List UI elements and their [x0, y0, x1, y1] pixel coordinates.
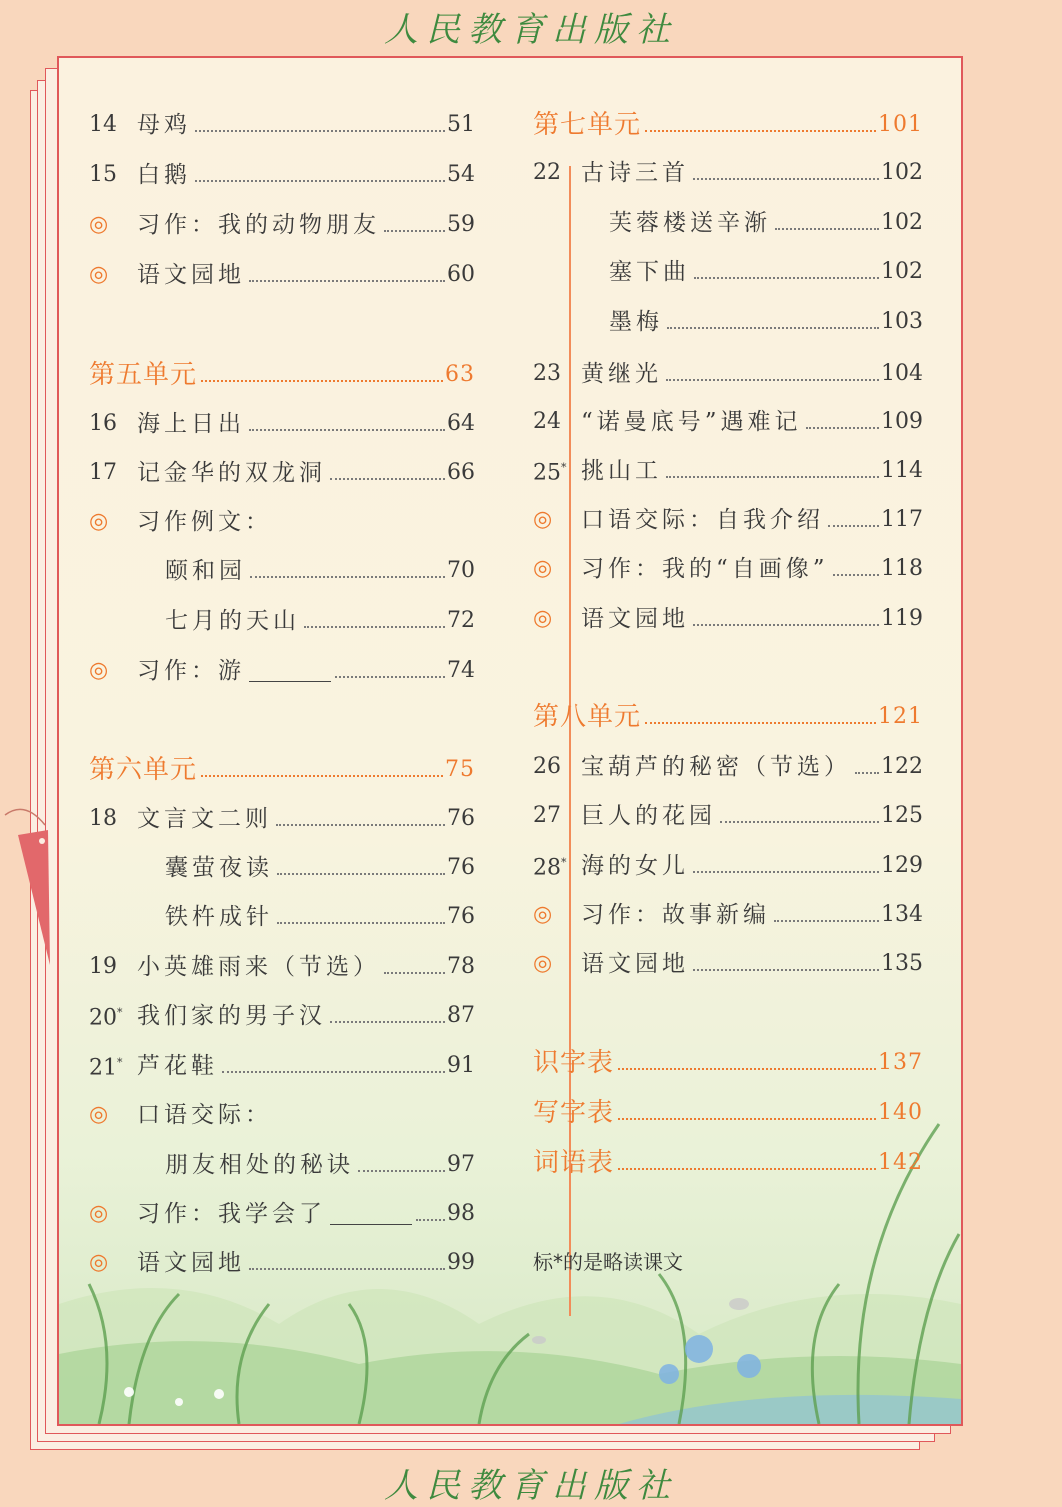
entry-title: 宝葫芦的秘密（节选）	[581, 754, 851, 780]
toc-entry[interactable]	[533, 602, 923, 636]
toc-entry[interactable]	[533, 750, 923, 784]
page-number: 60	[447, 262, 475, 287]
lesson-number: 17	[89, 460, 117, 485]
toc-entry[interactable]	[89, 456, 475, 490]
bullet-icon: ◎	[89, 1250, 109, 1275]
dot-leader	[330, 478, 445, 480]
dot-leader	[667, 327, 879, 329]
dot-leader	[195, 180, 445, 182]
page-number: 64	[447, 411, 475, 436]
entry-title: 习作例文：	[137, 509, 272, 535]
entry-title: 挑山工	[581, 458, 662, 484]
page-number: 75	[445, 757, 475, 782]
lesson-number: 15	[89, 162, 117, 187]
page-number: 102	[881, 160, 923, 185]
entry-title: 墨梅	[609, 309, 663, 335]
toc-entry[interactable]	[533, 108, 923, 142]
dot-leader	[775, 228, 879, 230]
page-number: 63	[445, 362, 475, 387]
page-number: 76	[447, 904, 475, 929]
toc-entry[interactable]	[533, 503, 923, 537]
abridged-star: *	[117, 1006, 123, 1020]
toc-entry[interactable]	[89, 654, 475, 688]
toc-entry[interactable]	[533, 898, 923, 932]
unit-title: 第七单元	[533, 110, 642, 140]
dot-leader	[249, 1268, 445, 1270]
toc-entry[interactable]	[533, 357, 923, 391]
dot-leader	[249, 280, 445, 282]
dot-leader	[195, 130, 445, 132]
toc-entry[interactable]	[89, 208, 475, 242]
page-number: 109	[881, 409, 923, 434]
lesson-number: 27	[533, 803, 561, 828]
page-number: 72	[447, 608, 475, 633]
toc-entry[interactable]	[533, 405, 923, 439]
toc-entry[interactable]	[89, 505, 475, 539]
page-number: 117	[881, 507, 923, 532]
entry-title: 记金华的双龙洞	[137, 460, 326, 486]
toc-entry[interactable]	[533, 1096, 923, 1130]
toc-entry[interactable]	[89, 999, 475, 1033]
page-number: 54	[447, 162, 475, 187]
toc-entry[interactable]	[89, 158, 475, 192]
page-number: 142	[878, 1150, 923, 1175]
abridged-reading-note: 标*的是略读课文	[533, 1250, 683, 1274]
abridged-star: *	[117, 1056, 123, 1070]
page-number: 98	[447, 1201, 475, 1226]
entry-title: 语文园地	[137, 262, 245, 288]
entry-title: 口语交际：	[137, 1102, 272, 1128]
toc-entry[interactable]	[165, 1148, 475, 1182]
bullet-icon: ◎	[533, 951, 553, 976]
unit-title: 第六单元	[89, 755, 198, 785]
entry-title: 小英雄雨来（节选）	[137, 954, 380, 980]
entry-title: “诺曼底号”遇难记	[581, 409, 802, 435]
publisher-logo-bottom: 人民教育出版社	[384, 1466, 678, 1506]
toc-entry[interactable]	[609, 255, 923, 289]
page-number: 103	[881, 309, 923, 334]
dot-leader	[618, 1168, 876, 1170]
entry-title: 习作：我的动物朋友	[137, 212, 380, 238]
entry-title: 颐和园	[165, 558, 246, 584]
bullet-icon: ◎	[533, 507, 553, 532]
entry-title: 七月的天山	[165, 608, 300, 634]
bullet-icon: ◎	[89, 1102, 109, 1127]
page-number: 70	[447, 558, 475, 583]
page-number: 97	[447, 1152, 475, 1177]
entry-title: 语文园地	[581, 606, 689, 632]
page-number: 102	[881, 259, 923, 284]
dot-leader	[222, 1071, 445, 1073]
toc-entry[interactable]	[165, 900, 475, 934]
toc-entry[interactable]	[89, 1197, 475, 1231]
page-number: 78	[447, 954, 475, 979]
toc-entry[interactable]	[89, 753, 475, 787]
toc-entry[interactable]	[533, 454, 923, 488]
page-number: 135	[881, 951, 923, 976]
toc-entry[interactable]	[165, 851, 475, 885]
toc-entry[interactable]	[89, 108, 475, 142]
dot-leader	[384, 230, 445, 232]
page-number: 76	[447, 855, 475, 880]
dot-leader	[828, 525, 879, 527]
lesson-number: 18	[89, 806, 117, 831]
dot-leader	[666, 379, 879, 381]
entry-title: 我们家的男子汉	[137, 1003, 326, 1029]
bullet-icon: ◎	[89, 212, 109, 237]
toc-entry[interactable]	[609, 206, 923, 240]
page-number: 104	[881, 361, 923, 386]
toc-entry[interactable]	[533, 799, 923, 833]
toc-entry[interactable]	[165, 554, 475, 588]
dot-leader	[720, 821, 879, 823]
bullet-icon: ◎	[89, 509, 109, 534]
entry-title: 芙蓉楼送辛渐	[609, 210, 771, 236]
bullet-icon: ◎	[533, 902, 553, 927]
page-number: 102	[881, 210, 923, 235]
unit-title: 识字表	[533, 1048, 615, 1078]
toc-entry[interactable]	[533, 947, 923, 981]
page-number: 91	[447, 1053, 475, 1078]
toc-entry[interactable]	[609, 305, 923, 339]
page-number: 137	[878, 1050, 923, 1075]
page-number: 114	[881, 458, 923, 483]
lesson-number: 14	[89, 112, 117, 137]
toc-entry[interactable]	[533, 156, 923, 190]
entry-title: 巨人的花园	[581, 803, 716, 829]
lesson-number: 22	[533, 160, 561, 185]
dot-leader	[855, 772, 879, 774]
lesson-number: 24	[533, 409, 561, 434]
page-number: 129	[881, 853, 923, 878]
page-number: 74	[447, 658, 475, 683]
entry-title: 海的女儿	[581, 853, 689, 879]
toc-entry[interactable]	[89, 950, 475, 984]
toc-entry[interactable]	[533, 700, 923, 734]
abridged-star: *	[561, 856, 567, 870]
dot-leader	[201, 775, 443, 777]
dot-leader	[833, 574, 879, 576]
dot-leader	[358, 1170, 445, 1172]
toc-entry[interactable]	[89, 1049, 475, 1083]
lesson-number: 23	[533, 361, 561, 386]
page-number: 125	[881, 803, 923, 828]
dot-leader	[250, 576, 445, 578]
entry-title: 海上日出	[137, 411, 245, 437]
entry-title: 古诗三首	[581, 160, 689, 186]
bullet-icon: ◎	[89, 658, 109, 683]
entry-title: 朋友相处的秘诀	[165, 1152, 354, 1178]
fill-in-blank	[249, 681, 331, 682]
dot-leader	[693, 178, 879, 180]
unit-title: 第八单元	[533, 702, 642, 732]
entry-title: 文言文二则	[137, 806, 272, 832]
bullet-icon: ◎	[533, 606, 553, 631]
dot-leader	[645, 722, 876, 724]
dot-leader	[666, 476, 879, 478]
dot-leader	[384, 972, 445, 974]
toc-entry[interactable]	[533, 1146, 923, 1180]
dot-leader	[693, 624, 879, 626]
dot-leader	[201, 380, 443, 382]
bookmark-tag-icon	[0, 795, 70, 975]
bullet-icon: ◎	[89, 262, 109, 287]
lesson-number: 19	[89, 954, 117, 979]
dot-leader	[774, 920, 879, 922]
page-number: 66	[447, 460, 475, 485]
entry-title: 口语交际：自我介绍	[581, 507, 824, 533]
dot-leader	[694, 277, 879, 279]
lesson-number: 25*	[533, 460, 567, 486]
lesson-number: 16	[89, 411, 117, 436]
dot-leader	[335, 676, 445, 678]
dot-leader	[304, 626, 445, 628]
page-number: 134	[881, 902, 923, 927]
page-number: 76	[447, 806, 475, 831]
dot-leader	[645, 130, 876, 132]
entry-title: 塞下曲	[609, 259, 690, 285]
toc-entry[interactable]	[89, 358, 475, 392]
dot-leader	[806, 427, 879, 429]
page-number: 51	[447, 112, 475, 137]
dot-leader	[330, 1021, 445, 1023]
dot-leader	[693, 969, 879, 971]
entry-title: 习作：我学会了	[137, 1201, 326, 1227]
toc-entry[interactable]	[533, 1046, 923, 1080]
page-number: 87	[447, 1003, 475, 1028]
toc-page	[57, 56, 963, 1426]
dot-leader	[618, 1068, 876, 1070]
dot-leader	[249, 429, 445, 431]
page-number: 122	[881, 754, 923, 779]
unit-title: 写字表	[533, 1098, 615, 1128]
toc-entry[interactable]	[89, 1098, 475, 1132]
dot-leader	[276, 824, 445, 826]
dot-leader	[693, 871, 879, 873]
entry-title: 习作：我的“自画像”	[581, 556, 829, 582]
page-number: 121	[878, 704, 923, 729]
toc-entry[interactable]	[165, 604, 475, 638]
column-divider	[569, 166, 571, 1316]
entry-title: 白鹅	[137, 162, 191, 188]
bullet-icon: ◎	[533, 556, 553, 581]
lesson-number: 28*	[533, 855, 567, 881]
bullet-icon: ◎	[89, 1201, 109, 1226]
page-number: 140	[878, 1100, 923, 1125]
fill-in-blank	[330, 1224, 412, 1225]
page-number: 59	[447, 212, 475, 237]
lesson-number: 21*	[89, 1055, 123, 1081]
entry-title: 习作：故事新编	[581, 902, 770, 928]
dot-leader	[277, 922, 445, 924]
entry-title: 语文园地	[137, 1250, 245, 1276]
entry-title: 铁杵成针	[165, 904, 273, 930]
entry-title: 习作：游	[137, 658, 245, 684]
toc-entry[interactable]	[89, 407, 475, 441]
abridged-star: *	[561, 461, 567, 475]
toc-entry[interactable]	[533, 849, 923, 883]
unit-title: 第五单元	[89, 360, 198, 390]
lesson-number: 26	[533, 754, 561, 779]
entry-title: 语文园地	[581, 951, 689, 977]
dot-leader	[618, 1118, 876, 1120]
entry-title: 囊萤夜读	[165, 855, 273, 881]
page-number: 101	[878, 112, 923, 137]
page-number: 118	[881, 556, 923, 581]
entry-title: 母鸡	[137, 112, 191, 138]
page-number: 99	[447, 1250, 475, 1275]
toc-entry[interactable]	[89, 258, 475, 292]
page-number: 119	[881, 606, 923, 631]
entry-title: 黄继光	[581, 361, 662, 387]
toc-entry[interactable]	[89, 1246, 475, 1280]
toc-entry[interactable]	[89, 802, 475, 836]
toc-entry[interactable]	[533, 552, 923, 586]
dot-leader	[416, 1219, 445, 1221]
publisher-logo-top: 人民教育出版社	[384, 10, 678, 50]
entry-title: 芦花鞋	[137, 1053, 218, 1079]
lesson-number: 20*	[89, 1005, 123, 1031]
unit-title: 词语表	[533, 1148, 615, 1178]
dot-leader	[277, 873, 445, 875]
